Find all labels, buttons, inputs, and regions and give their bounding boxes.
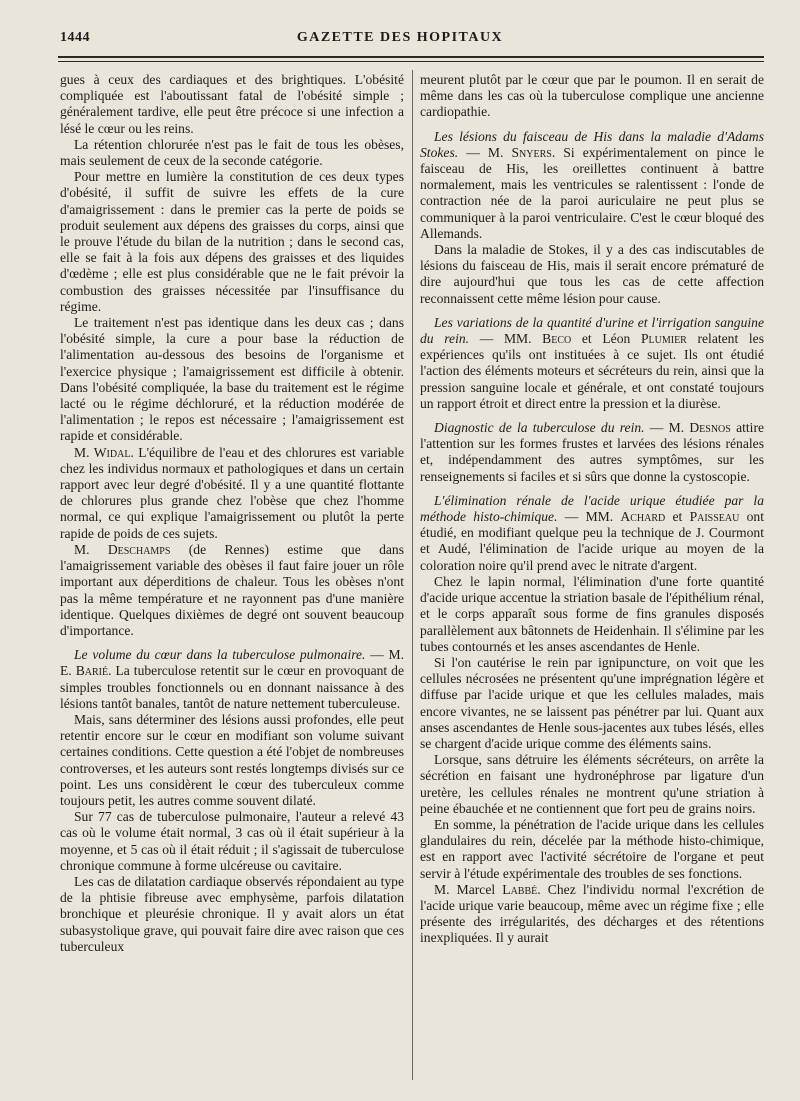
paragraph: [60, 445, 404, 542]
paragraph-text: — M.: [458, 144, 512, 160]
paragraph: Lorsque, sans détruire les éléments sécréteurs, on arrête la sécrétion en faisant une hydronéphrose par ligature d'un uretère, les cellules rénales ne montrent qu'une striation à peine ébauchée et ne contiennent que fort peu de grains noirs.: [420, 752, 764, 816]
paragraph-text: et: [665, 509, 690, 525]
paragraph-text: — MM.: [557, 509, 621, 525]
section-title: Les variations de la quantité d'urine et l'irrigation sanguine du rein.: [420, 314, 764, 347]
author-name: Deschamps: [107, 541, 171, 557]
paragraph: Chez le lapin normal, l'élimination d'une forte quantité d'acide urique accentue la striation basale de l'épithélium rénal, et le corps apparaît sous forme de fins granules disposés parallèlement aux bâtonnets de Heidenhain. Il s'élimine par les tubes contournés et les anses ascendantes de Henle.: [420, 573, 764, 654]
author-name: Paisseau: [689, 509, 740, 525]
paragraph: Mais, sans déterminer des lésions aussi profondes, elle peut retentir encore sur le cœur en modifiant son volume suivant certaines conditions. Cette question a été l'objet de nombreuses controverses, et les auteurs sont restés longtemps divisés sur ce point. Les uns considèrent le cœur des tuberculeux comme toujours petit, les autres comme souvent dilaté.: [60, 711, 404, 808]
journal-title: GAZETTE DES HOPITAUX: [296, 30, 504, 45]
paragraph-text: (de Rennes) estime que dans l'amaigrissement variable des obèses il faut faire jouer un rôle important aux déperditions de chaleur. Tous les obèses n'ont pas la même température et ne rayonnent pas d'une manière identique. Quelques dixièmes de degré ont souvent beaucoup d'importance.: [60, 541, 404, 638]
paragraph: [420, 882, 764, 947]
section-title: L'élimination rénale de l'acide urique étudiée par la méthode histo-chimique.: [420, 492, 764, 525]
paragraph-text: ont étudié, en modifiant quelque peu la technique de J. Courmont et Audé, l'élimination de l'acide urique au moyen de la coloration noire qu'il prend avec le nitrate d'argent.: [420, 509, 764, 573]
paragraph: Sur 77 cas de tuberculose pulmonaire, l'auteur a relevé 43 cas où le volume était normal, 3 cas où il était supérieur à la moyenne, et 5 cas où il était réduit ; il s'agissait de tuberculose chronique commune à forme ulcéreuse ou cavitaire.: [60, 809, 404, 873]
header-rule-thin: [58, 61, 764, 62]
section-title: Le volume du cœur dans la tuberculose pulmonaire.: [74, 647, 366, 663]
paragraph-text: — M.: [644, 420, 690, 436]
author-name: Achard: [620, 509, 666, 525]
paragraph: Le traitement n'est pas identique dans les deux cas ; dans l'obésité simple, la cure a pour base la réduction de l'alimentation au-dessous des besoins de l'organisme et l'exercice physique ; l'amaigrissement est difficile à obtenir. Dans l'obésité compliquée, la base du traitement est le régime lacté ou le régime déchloruré, et la réduction modérée de l'alimentation ; le repos est nécessaire ; l'amaigrissement est rapide et considérable.: [60, 315, 404, 444]
paragraph-text: . Chez l'individu normal l'excrétion de l'acide urique varie beaucoup, même avec un régime fixe ; elle présente des irrégularités, des décharges et des rétentions inexpliquées. Il y aurait: [420, 881, 764, 946]
paragraph-text: relatent les expériences qu'ils ont instituées à ce sujet. Ils ont étudié l'action des éléments moteurs et sécréteurs du rein, ainsi que la pression sanguine locale et générale, et ont constaté toujours un rapport étroit et direct entre la pression et la diurèse.: [420, 331, 764, 411]
paragraph: Pour mettre en lumière la constitution de ces deux types d'obésité, il suffit de suivre les effets de la cure d'amaigrissement : dans le premier cas la perte de poids se produit seulement aux dépens des graisses du corps, ainsi que le prouve l'étude du bilan de la nutrition ; dans le second cas, elle se fait à la fois aux dépens des graisses et des liquides d'œdème ; elle est plus considérable que ne le fait prévoir la combustion des graisses nécessitée par l'insuffisance du régime.: [60, 169, 404, 314]
paragraph: Dans la maladie de Stokes, il y a des cas indiscutables de lésions du faisceau de His, mais il serait encore prématuré de dire aujourd'hui que tous les cas de cette affection reconnaissent cette même lésion pour cause.: [420, 242, 764, 306]
paragraph-text: et Léon: [571, 331, 641, 347]
page-number: 1444: [60, 30, 90, 45]
section-paragraph: [420, 129, 764, 242]
author-name: M. Widal.: [74, 444, 134, 460]
paragraph-text: M.: [74, 541, 108, 557]
section-paragraph: [60, 647, 404, 712]
section-paragraph: [420, 420, 764, 485]
paragraph-text: . La tuberculose retentit sur le cœur en provoquant de simples troubles fonctionnels ou en donnant naissance à des lésions tantôt banales, tantôt de nature nettement tuberculeuse.: [60, 663, 404, 711]
author-name: Beco: [542, 331, 572, 347]
column-separator: [412, 70, 413, 1080]
author-name: Snyers: [511, 144, 552, 160]
paragraph: gues à ceux des cardiaques et des brightiques. L'obésité compliquée est l'aboutissant fatal de l'obésité simple ; généralement tardive, elle peut être précoce si une infection a lésé le cœur ou les reins.: [60, 72, 404, 136]
section-paragraph: [420, 315, 764, 412]
author-name: Barié: [75, 663, 109, 679]
paragraph-text: — MM.: [469, 331, 543, 347]
paragraph: Les cas de dilatation cardiaque observés répondaient au type de la phtisie fibreuse avec emphysème, parfois dilatation bronchique et pleurésie chronique. Il y avait alors un état subasystolique grave, qui pouvait faire dire avec raison que ces tuberculeux: [60, 873, 404, 954]
author-name: Labbé: [502, 881, 538, 897]
author-name: Desnos: [689, 420, 731, 436]
paragraph-text: attire l'attention sur les formes frustes et larvées des lésions rénales et, indépendamment des autres symptômes, sur les renseignements si faciles et si sûrs que donne la cystoscopie.: [420, 420, 765, 484]
header-rule-thick: [58, 56, 764, 58]
paragraph: [60, 542, 404, 639]
paragraph-text: M. Marcel: [434, 881, 503, 897]
paragraph-text: L'équilibre de l'eau et des chlorures est variable chez les individus normaux et pathologiques et dans un certain rapport avec leur degré d'obésité. Il y a une quantité flottante de chlorures plus grande chez l'obèse que chez l'homme normal, ce qui explique l'amaigrissement ou plutôt la perte rapide de poids de ces sujets.: [60, 444, 404, 541]
left-column: [60, 72, 404, 955]
section-title: Diagnostic de la tuberculose du rein.: [434, 420, 645, 436]
page-header: [40, 30, 760, 52]
paragraph: meurent plutôt par le cœur que par le poumon. Il en serait de même dans les cas où la tuberculose complique une ancienne cardiopathie.: [420, 72, 764, 120]
paragraph-text: — M. E.: [60, 647, 404, 679]
paragraph: La rétention chlorurée n'est pas le fait de tous les obèses, mais seulement de ceux de la seconde catégorie.: [60, 136, 404, 169]
paragraph: En somme, la pénétration de l'acide urique dans les cellules glandulaires du rein, décelée par la méthode histo-chimique, est en rapport avec l'activité sécrétoire de l'organe et peut servir à l'étude expérimentale des troubles de ses fonctions.: [420, 816, 764, 881]
right-column: [420, 72, 764, 947]
author-name: Plumier: [640, 331, 687, 347]
section-title: Les lésions du faisceau de His dans la maladie d'Adams Stokes.: [420, 128, 764, 160]
paragraph: Si l'on cautérise le rein par ignipuncture, on voit que les cellules nécrosées ne présentent qu'une imprégnation légère et diffuse par l'acide urique et que les cellules malades, mais encore vivantes, ne se laissent pas pénétrer par lui. Quant aux anses ascendantes de Henle sous-jacentes aux tubes lésés, elles se chargent d'acide urique comme des éléments sains.: [420, 654, 764, 751]
paragraph-text: . Si expérimentalement on pince le faisceau de His, les oreillettes continuent à battre normalement, mais les ventricules se ralentissent : l'onde de contraction née de la paroi auriculaire ne peut plus se communiquer à la paroi ventriculaire. C'est le cœur bloqué des Allemands.: [420, 144, 764, 241]
section-paragraph: [420, 493, 764, 574]
